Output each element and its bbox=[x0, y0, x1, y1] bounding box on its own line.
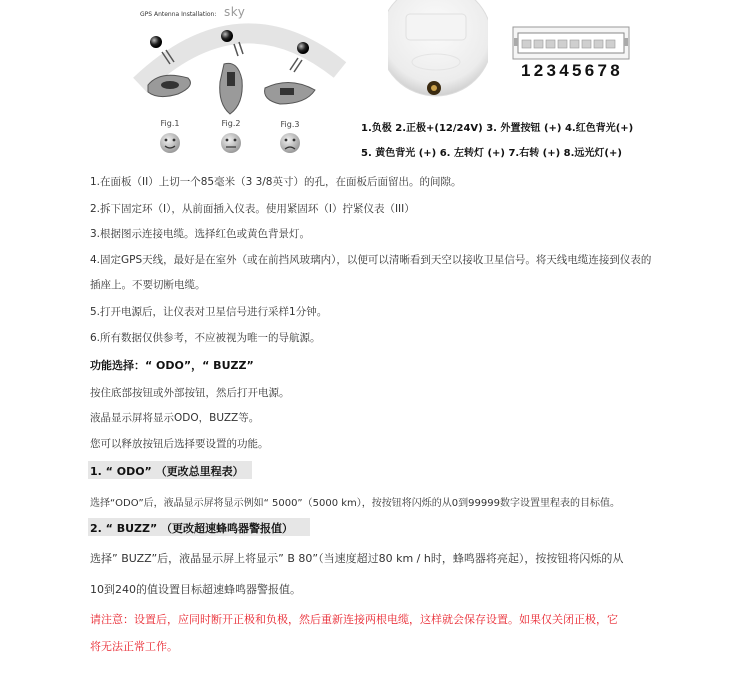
notice-line2: 将无法正常工作。 bbox=[90, 640, 178, 653]
instruction-1: 1.在面板（II）上切一个85毫米（3 3/8英寸）的孔，在面板后面留出。的间隙。 bbox=[90, 176, 462, 188]
wiring-legend-line2: 5. 黄色背光 (+) 6. 左转灯 (+) 7.右转 (+) 8.远光灯(+) bbox=[361, 148, 622, 159]
satellite-icon bbox=[221, 30, 233, 42]
instruction-2: 2.拆下固定环（I），从前面插入仪表。使用紧固环（I）拧紧仪表（III） bbox=[90, 203, 415, 215]
diagram-title: GPS Antenna Installation: bbox=[140, 11, 217, 18]
buzz-heading: 2. “ BUZZ” （更改超速蜂鸣器警报值） bbox=[90, 522, 294, 535]
sky-label: sky bbox=[224, 5, 246, 19]
function-line-3: 您可以释放按钮后选择要设置的功能。 bbox=[90, 438, 269, 450]
instruction-4: 4.固定GPS天线，最好是在室外（或在前挡风玻璃内），以便可以清晰看到天空以接收卫星信号。将天线电缆连接到仪表的 bbox=[90, 254, 652, 266]
satellite-icon bbox=[297, 42, 309, 54]
antenna-diagram-graphic bbox=[130, 0, 350, 165]
fig2-label: Fig.2 bbox=[221, 119, 241, 128]
odo-text: 选择“ODO”后，液晶显示屏将显示例如“ 5000”（5000 km），按按钮将闪烁的从0到99999数字设置里程表的目标值。 bbox=[90, 498, 620, 509]
neutral-face-icon bbox=[221, 133, 241, 153]
buzz-text-line2: 10到240的值设置目标超速蜂鸣器警报值。 bbox=[90, 583, 301, 596]
instruction-4-cont: 插座上。不要切断电缆。 bbox=[90, 279, 206, 291]
antenna-fig3 bbox=[265, 82, 315, 104]
connector-pin-numbers: 12345678 bbox=[521, 61, 624, 80]
sad-face-icon bbox=[280, 133, 300, 153]
antenna-fig2 bbox=[220, 63, 243, 114]
function-heading: 功能选择：“ ODO”，“ BUZZ” bbox=[90, 359, 254, 372]
gauge-back-image bbox=[388, 0, 488, 105]
odo-heading: 1. “ ODO” （更改总里程表） bbox=[90, 465, 244, 478]
instruction-5: 5.打开电源后，让仪表对卫星信号进行采样1分钟。 bbox=[90, 306, 328, 318]
fig3-label: Fig.3 bbox=[280, 120, 300, 129]
antenna-diagram bbox=[130, 0, 350, 165]
instruction-3: 3.根据图示连接电缆。选择红色或黄色背景灯。 bbox=[90, 228, 311, 240]
function-line-2: 液晶显示屏将显示ODO，BUZZ等。 bbox=[90, 412, 260, 424]
instruction-6: 6.所有数据仅供参考，不应被视为唯一的导航源。 bbox=[90, 332, 321, 344]
wiring-legend-line1: 1.负极 2.正极+(12/24V) 3. 外置按钮 (+) 4.红色背光(+) bbox=[361, 123, 634, 134]
fig1-label: Fig.1 bbox=[160, 119, 180, 128]
notice-line1: 请注意：设置后，应同时断开正极和负极，然后重新连接两根电缆，这样就会保存设置。如果仅关闭正极，它 bbox=[90, 613, 618, 626]
buzz-text-line1: 选择” BUZZ”后，液晶显示屏上将显示” B 80”（当速度超过80 km / h时，蜂鸣器将亮起），按按钮将闪烁的从 bbox=[90, 552, 624, 565]
connector-image bbox=[512, 24, 630, 62]
function-line-1: 按住底部按钮或外部按钮，然后打开电源。 bbox=[90, 387, 290, 399]
smile-face-icon bbox=[160, 133, 180, 153]
satellite-icon bbox=[150, 36, 162, 48]
